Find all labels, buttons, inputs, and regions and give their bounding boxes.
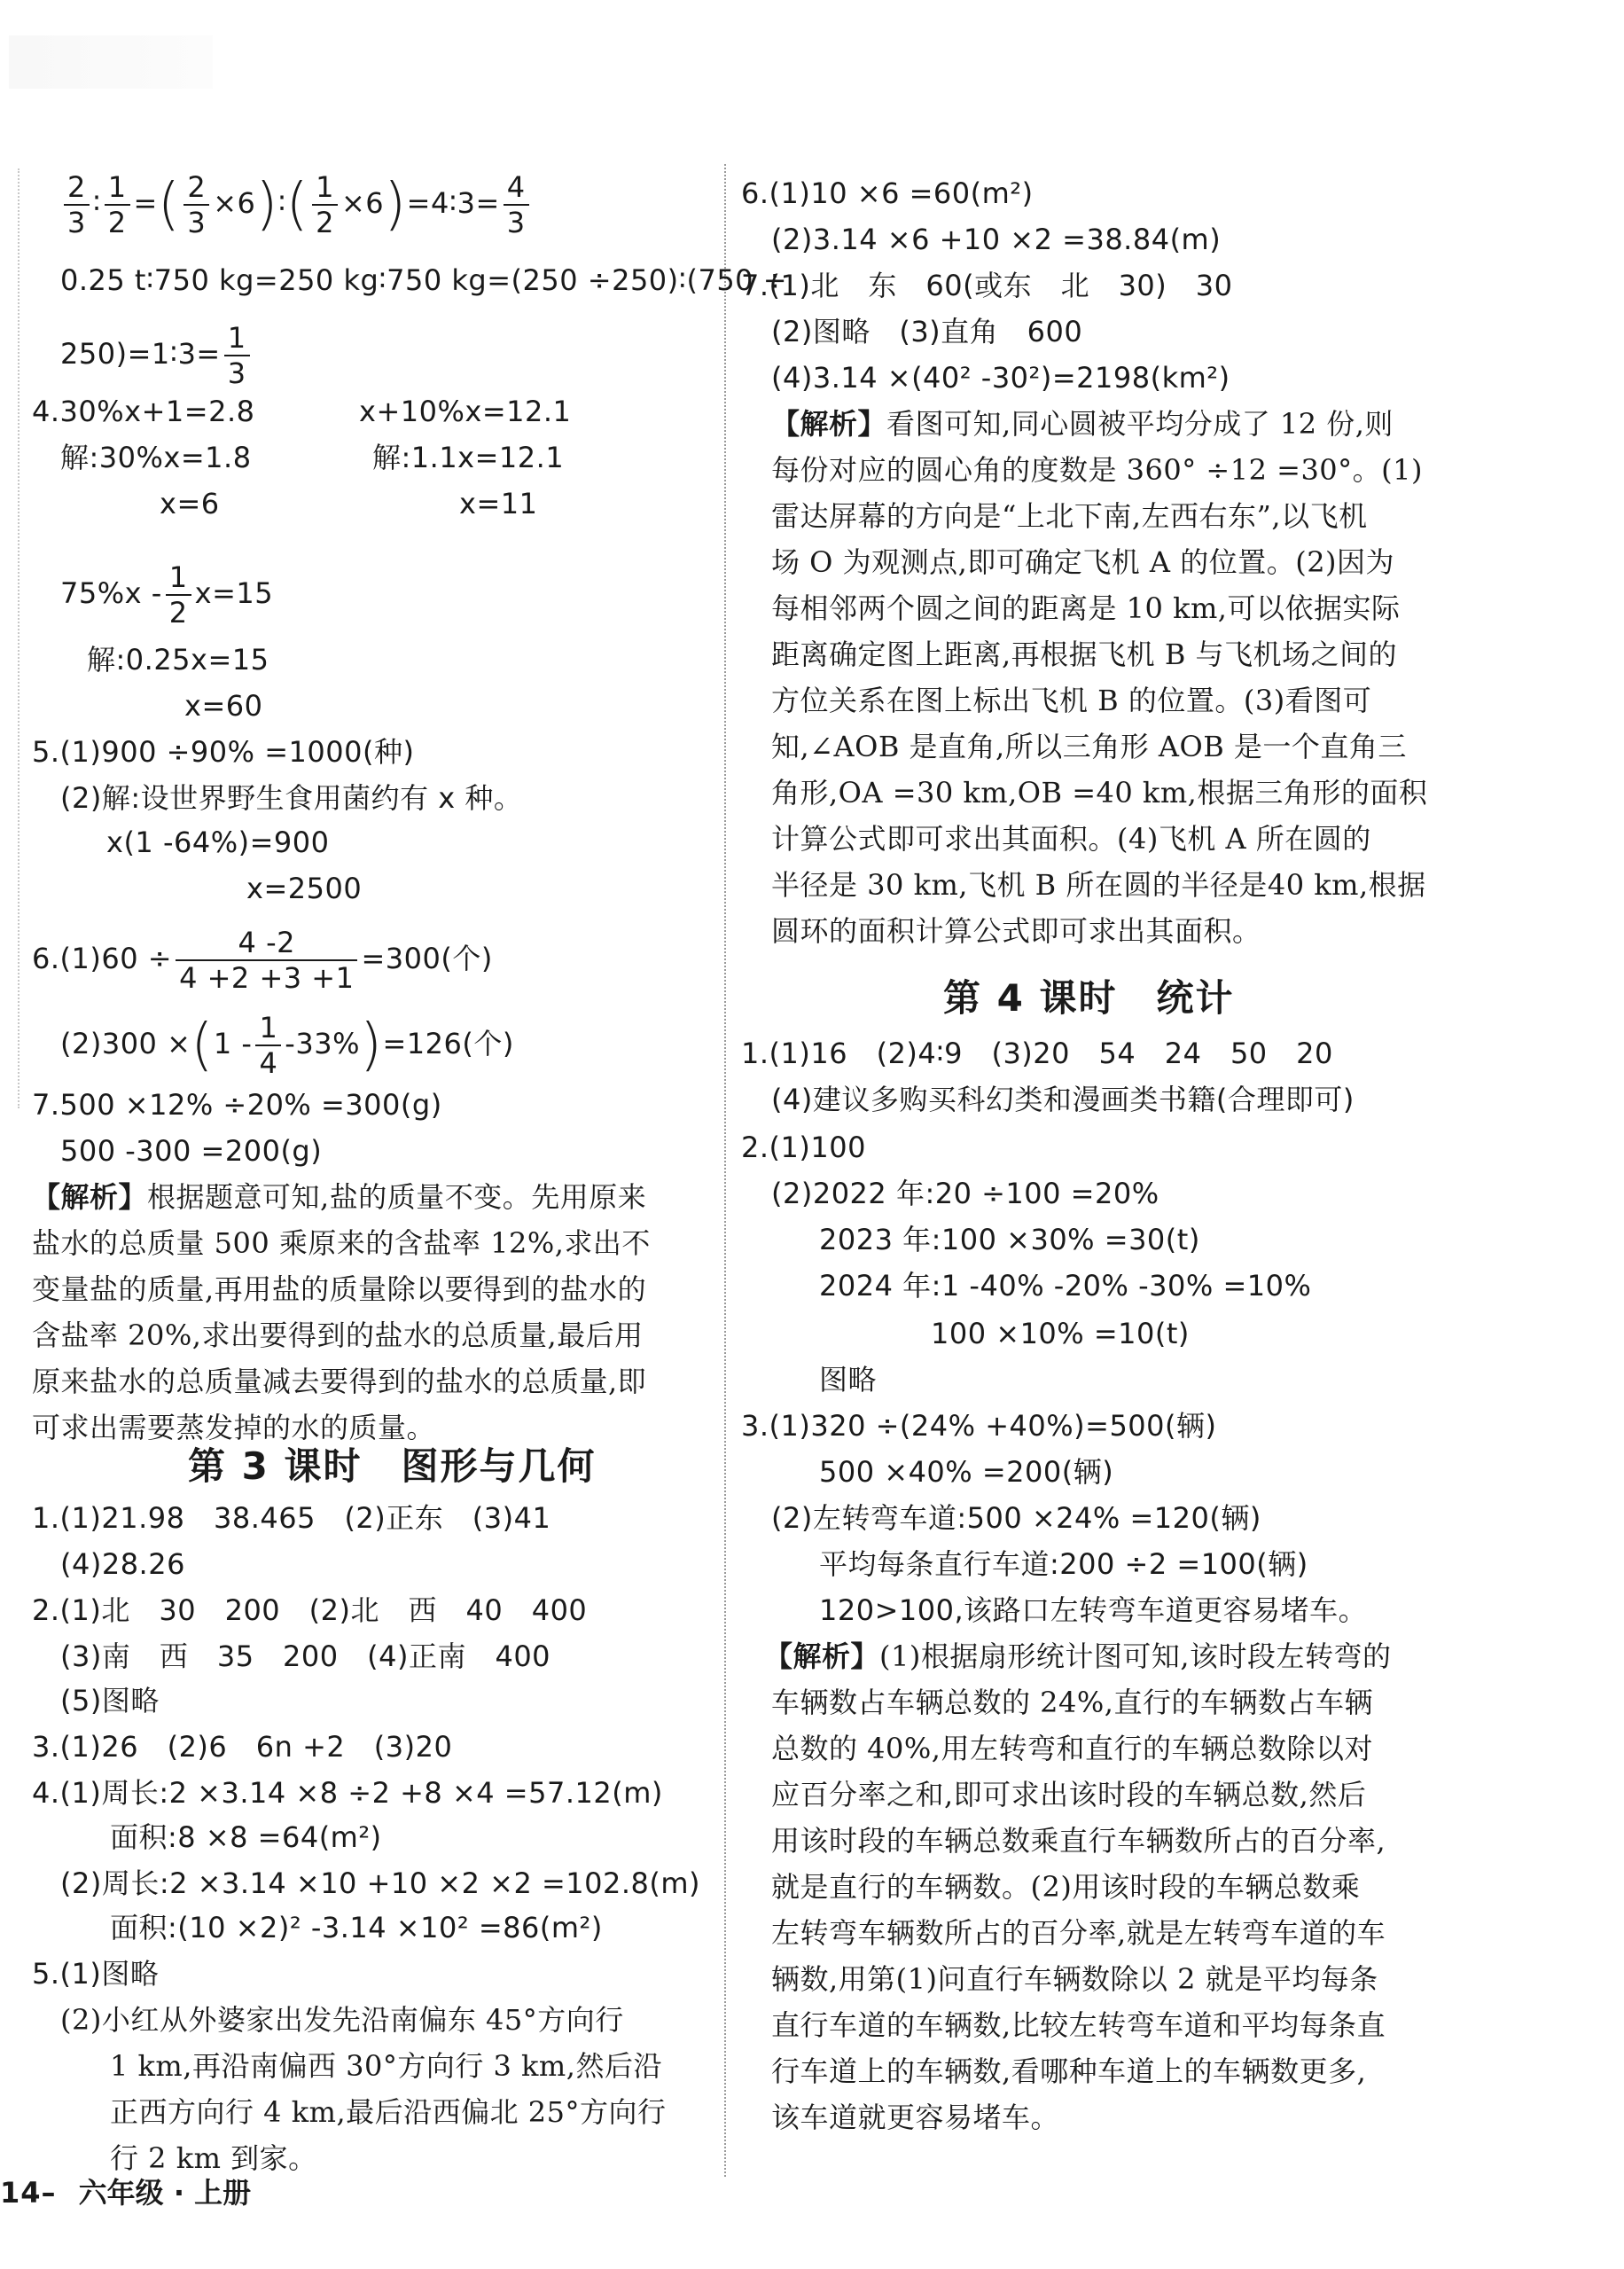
q5-part2: (2)解:设世界野生食用菌约有 x 种。: [60, 781, 523, 815]
fraction: $\frac{1}{2}$: [312, 170, 338, 239]
fraction: $\frac{2}{3}$: [183, 170, 209, 239]
s3-line: 2.(1)北 30 200 (2)北 西 40 400: [32, 1593, 588, 1627]
s4-line: 1.(1)16 (2)4∶9 (3)20 54 24 50 20: [741, 1037, 1333, 1070]
analysis-label: 【解析】: [32, 1180, 148, 1214]
s3-line: 1.(1)21.98 38.465 (2)正东 (3)41: [32, 1501, 551, 1535]
q6-part2: (2)300 ×(1 - $\frac{1}{4}$ -33%)=126(个): [60, 1011, 514, 1080]
s4-line: 平均每条直行车道:200 ÷2 =100(辆): [819, 1547, 1308, 1581]
fraction: $\frac{1}{2}$: [166, 560, 191, 630]
s3-line: 3.(1)26 (2)6 6n +2 (3)20: [32, 1730, 453, 1764]
analysis-line: 变量盐的质量,再用盐的质量除以要得到的盐水的: [32, 1272, 647, 1306]
q7-part2: 500 -300 =200(g): [60, 1134, 323, 1168]
q4-answer-a: x=6: [160, 487, 220, 520]
r-line: (4)3.14 ×(40² -30²)=2198(km²): [771, 361, 1230, 395]
q4-equation-c: 75%x - $\frac{1}{2}$ x=15: [60, 560, 274, 630]
analysis-line: 行车道上的车辆数,看哪种车道上的车辆数更多,: [771, 2054, 1367, 2088]
ratio-line-3: 250)=1∶3= $\frac{1}{3}$: [60, 321, 254, 390]
q4-answer-c: x=60: [184, 689, 263, 723]
analysis-line: 原来盐水的总质量减去要得到的盐水的总质量,即: [32, 1365, 647, 1398]
ratio-line-2: 0.25 t∶750 kg=250 kg∶750 kg=(250 ÷250)∶(750 ÷: [60, 263, 788, 297]
analysis-line: 每份对应的圆心角的度数是 360° ÷12 =30°。(1): [771, 453, 1423, 487]
q4-equation-a: 4.30%x+1=2.8: [32, 395, 255, 428]
analysis-line: 用该时段的车辆总数乘直行车辆数所占的百分率,: [771, 1824, 1386, 1858]
r-line: 6.(1)10 ×6 =60(m²): [741, 176, 1034, 210]
analysis-line: 【解析】根据题意可知,盐的质量不变。先用原来: [32, 1180, 647, 1214]
ratio-expression-line: $\frac{2}{3}$ ∶ $\frac{1}{2}$ =( $\frac{2}{3}$ ×6)∶( $\frac{1}{2}$ ×6)=4∶3= $\frac{4}{3}$: [60, 170, 533, 239]
s4-line: (2)左转弯车道:500 ×24% =120(辆): [771, 1501, 1261, 1535]
s4-line: 2023 年:100 ×30% =30(t): [819, 1223, 1200, 1256]
analysis-line: 雷达屏幕的方向是“上北下南,左西右东”,以飞机: [771, 499, 1368, 533]
analysis-line: 盐水的总质量 500 乘原来的含盐率 12%,求出不: [32, 1226, 651, 1260]
fraction: $\frac{4 -2}{4 +2 +3 +1}$: [176, 926, 357, 995]
q6-part1: 6.(1)60 ÷ $\frac{4 -2}{4 +2 +3 +1}$ =300(个): [32, 926, 493, 995]
grade-label: 六年级 · 上册: [78, 2176, 252, 2210]
s3-line: (2)周长:2 ×3.14 ×10 +10 ×2 ×2 =102.8(m): [60, 1866, 701, 1900]
s4-line: (4)建议多购买科幻类和漫画类书籍(合理即可): [771, 1083, 1355, 1116]
analysis-line: 应百分率之和,即可求出该时段的车辆总数,然后: [771, 1778, 1367, 1811]
q4-answer-b: x=11: [459, 487, 538, 520]
q5-equation: x(1 -64%)=900: [106, 825, 330, 859]
q4-equation-b: x+10%x=12.1: [359, 395, 572, 428]
fraction: $\frac{1}{4}$: [255, 1011, 281, 1080]
left-margin-rule: [18, 168, 20, 1108]
fraction: $\frac{2}{3}$: [64, 170, 90, 239]
analysis-line: 【解析】(1)根据扇形统计图可知,该时段左转弯的: [764, 1639, 1392, 1673]
r-line: 7.(1)北 东 60(或东 北 30) 30: [741, 269, 1233, 302]
fraction: $\frac{1}{3}$: [224, 321, 250, 390]
page-number: 14–: [0, 2176, 57, 2210]
r-line: (2)图略 (3)直角 600: [771, 315, 1083, 348]
section-heading: 第 3 课时 图形与几何: [188, 1444, 597, 1488]
analysis-line: 左转弯车辆数所占的百分率,就是左转弯车道的车: [771, 1916, 1386, 1950]
s4-line: 2.(1)100: [741, 1131, 866, 1164]
s4-line: 3.(1)320 ÷(24% +40%)=500(辆): [741, 1409, 1217, 1443]
analysis-line: 车辆数占车辆总数的 24%,直行的车辆数占车辆: [771, 1686, 1373, 1719]
column-divider: [724, 164, 726, 2177]
analysis-line: 半径是 30 km,飞机 B 所在圆的半径是40 km,根据: [771, 868, 1426, 902]
section-heading: 第 4 课时 统计: [943, 976, 1235, 1020]
s3-line: 1 km,再沿南偏西 30°方向行 3 km,然后沿: [110, 2049, 662, 2083]
q4-step-c: 解:0.25x=15: [87, 643, 269, 677]
analysis-line: 计算公式即可求出其面积。(4)飞机 A 所在圆的: [771, 822, 1371, 856]
analysis-line: 距离确定图上距离,再根据飞机 B 与飞机场之间的: [771, 638, 1398, 671]
s3-line: (2)小红从外婆家出发先沿南偏东 45°方向行: [60, 2003, 624, 2037]
header-smudge: [9, 35, 213, 89]
analysis-line: 知,∠AOB 是直角,所以三角形 AOB 是一个直角三: [771, 730, 1407, 763]
s3-line: (5)图略: [60, 1684, 160, 1717]
q5-part1: 5.(1)900 ÷90% =1000(种): [32, 735, 415, 769]
analysis-line: 就是直行的车辆数。(2)用该时段的车辆总数乘: [771, 1870, 1361, 1904]
s4-line: 2024 年:1 -40% -20% -30% =10%: [819, 1269, 1312, 1303]
q4-step-a: 解:30%x=1.8: [60, 441, 252, 474]
analysis-label: 【解析】: [771, 407, 887, 441]
analysis-line: 辆数,用第(1)问直行车辆数除以 2 就是平均每条: [771, 1962, 1378, 1996]
analysis-line: 该车道就更容易堵车。: [771, 2101, 1060, 2134]
analysis-line: 每相邻两个圆之间的距离是 10 km,可以依据实际: [771, 591, 1401, 625]
analysis-line: 圆环的面积计算公式即可求出其面积。: [771, 914, 1261, 948]
fraction: $\frac{4}{3}$: [504, 170, 529, 239]
r-line: (2)3.14 ×6 +10 ×2 =38.84(m): [771, 223, 1222, 256]
s3-line: 4.(1)周长:2 ×3.14 ×8 ÷2 +8 ×4 =57.12(m): [32, 1776, 663, 1810]
s3-line: 行 2 km 到家。: [110, 2141, 317, 2175]
s4-line: (2)2022 年:20 ÷100 =20%: [771, 1177, 1159, 1210]
analysis-line: 直行车道的车辆数,比较左转弯车道和平均每条直: [771, 2008, 1386, 2042]
s3-line: 面积:(10 ×2)² -3.14 ×10² =86(m²): [110, 1911, 603, 1944]
analysis-line: 可求出需要蒸发掉的水的质量。: [32, 1411, 436, 1444]
s4-line: 100 ×10% =10(t): [931, 1317, 1190, 1350]
s3-line: 面积:8 ×8 =64(m²): [110, 1820, 382, 1854]
analysis-line: 场 O 为观测点,即可确定飞机 A 的位置。(2)因为: [771, 545, 1395, 579]
analysis-line: 含盐率 20%,求出要得到的盐水的总质量,最后用: [32, 1318, 644, 1352]
q7-part1: 7.500 ×12% ÷20% =300(g): [32, 1088, 442, 1122]
s3-line: (3)南 西 35 200 (4)正南 400: [60, 1639, 551, 1673]
q4-step-b: 解:1.1x=12.1: [372, 441, 565, 474]
analysis-label: 【解析】: [764, 1639, 880, 1673]
s3-line: (4)28.26: [60, 1547, 185, 1581]
analysis-line: 方位关系在图上标出飞机 B 的位置。(3)看图可: [771, 684, 1372, 717]
fraction: $\frac{1}{2}$: [105, 170, 130, 239]
s3-line: 正西方向行 4 km,最后沿西偏北 25°方向行: [110, 2095, 667, 2129]
analysis-line: 总数的 40%,用左转弯和直行的车辆总数除以对: [771, 1732, 1373, 1765]
analysis-line: 角形,OA =30 km,OB =40 km,根据三角形的面积: [771, 776, 1428, 810]
s3-line: 5.(1)图略: [32, 1957, 160, 1991]
s4-line: 500 ×40% =200(辆): [819, 1455, 1114, 1489]
s4-line: 图略: [819, 1363, 878, 1397]
page-footer: [0, 2171, 251, 2211]
s4-line: 120>100,该路口左转弯车道更容易堵车。: [819, 1593, 1368, 1627]
q5-answer: x=2500: [246, 872, 363, 905]
analysis-line: 【解析】看图可知,同心圆被平均分成了 12 份,则: [771, 407, 1394, 441]
